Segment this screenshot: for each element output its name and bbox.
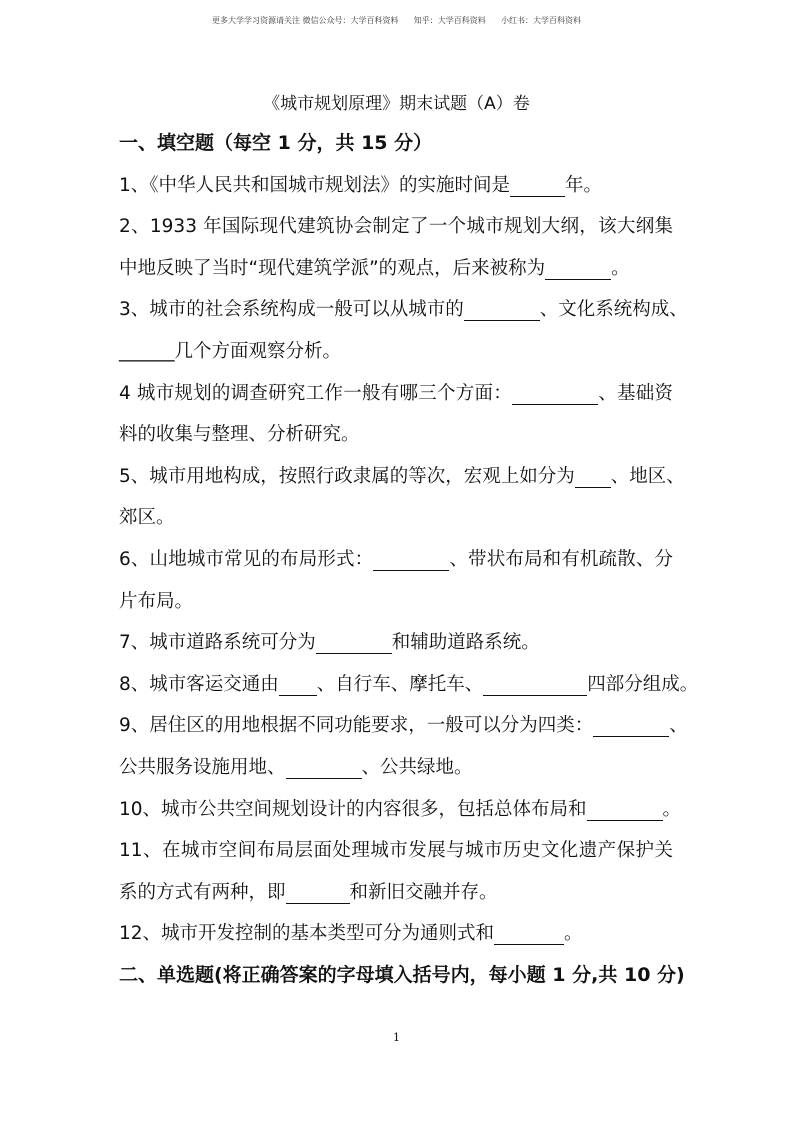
line-text: 和新旧交融并存。 <box>349 881 498 903</box>
line-text: 。 <box>662 798 682 820</box>
question-line <box>119 331 673 373</box>
line-text: 料的收集与整理、分析研究。 <box>119 424 360 446</box>
question-line <box>119 705 688 747</box>
question-line <box>119 539 673 581</box>
line-text: 2、1933 年国际现代建筑协会制定了一个城市规划大纲，该大纲集 <box>119 216 673 238</box>
line-text: 、基础资 <box>597 382 673 404</box>
section-heading <box>119 955 685 997</box>
exam-body <box>119 123 699 996</box>
question-line <box>119 747 673 789</box>
line-text: 二、单选题(将正确答案的字母填入括号内，每小题 1 分,共 10 分) <box>119 963 685 986</box>
line-text: 、地区、 <box>610 465 685 487</box>
line-text: 11、在城市空间布局层面处理城市发展与城市历史文化遗产保护关 <box>119 840 673 862</box>
answer-blank <box>286 883 350 904</box>
question-line <box>119 581 673 623</box>
line-text: 年。 <box>565 174 603 196</box>
answer-blank <box>286 758 362 779</box>
line-text: 9、居住区的用地根据不同功能要求，一般可以分为四类： <box>119 715 594 737</box>
question-line <box>119 664 699 706</box>
answer-blank <box>373 550 449 571</box>
question-line <box>119 373 673 415</box>
answer-blank <box>545 259 611 280</box>
line-text: 6、山地城市常见的布局形式： <box>119 548 374 570</box>
line-text: 7、城市道路系统可分为 <box>119 632 316 654</box>
line-text: 系的方式有两种，即 <box>119 881 286 903</box>
line-text: 12、城市开发控制的基本类型可分为通则式和 <box>119 923 495 945</box>
question-line <box>119 830 673 872</box>
line-text: 一、填空题（每空 1 分，共 15 分） <box>119 132 433 154</box>
line-text: 10、城市公共空间规划设计的内容很多，包括总体布局和 <box>119 798 587 820</box>
question-line <box>119 206 673 248</box>
answer-blank <box>575 467 611 488</box>
answer-blank <box>316 633 392 654</box>
answer-blank <box>512 384 598 405</box>
answer-blank <box>593 716 669 737</box>
line-text: 。 <box>611 257 630 279</box>
question-line <box>119 248 673 290</box>
line-text: 公共服务设施用地、 <box>119 756 286 778</box>
question-line <box>119 289 688 331</box>
answer-blank <box>279 675 317 696</box>
line-text: 四部分组成。 <box>587 673 699 695</box>
line-text: 。 <box>564 923 583 945</box>
line-text: 3、城市的社会系统构成一般可以从城市的 <box>119 299 464 321</box>
line-text: 5、城市用地构成，按照行政隶属的等次，宏观上如分为 <box>119 465 575 487</box>
question-line <box>119 872 673 914</box>
line-text: 、自行车、摩托车、 <box>316 673 484 695</box>
line-text: 、文化系统构成、 <box>539 299 688 321</box>
question-line <box>119 165 673 207</box>
line-text: 郊区。 <box>119 507 175 529</box>
answer-blank <box>464 300 540 321</box>
page-header: 更多大学学习资源请关注 微信公众号：大学百科资料 知乎：大学百科资料 小红书：大学百科资料 <box>211 16 582 25</box>
line-text: 中地反映了当时“现代建筑学派”的观点，后来被称为 <box>119 257 546 279</box>
line-text: 和辅助道路系统。 <box>391 632 540 654</box>
section-heading <box>119 123 673 165</box>
question-line <box>119 789 682 831</box>
exam-title: 《城市规划原理》期末试题（A）卷 <box>263 94 530 114</box>
line-text: 、带状布局和有机疏散、分 <box>449 548 673 570</box>
answer-blank <box>494 924 564 945</box>
question-line <box>119 497 673 539</box>
question-line <box>119 414 673 456</box>
question-line <box>119 913 673 955</box>
line-text: 、 <box>669 715 688 737</box>
question-line <box>119 622 673 664</box>
answer-blank <box>483 675 587 696</box>
line-text: ______几个方面观察分析。 <box>119 340 342 362</box>
answer-blank <box>587 800 663 821</box>
line-text: 4 城市规划的调查研究工作一般有哪三个方面： <box>119 382 512 404</box>
line-text: 片布局。 <box>119 590 194 612</box>
page-number: 1 <box>393 1031 400 1044</box>
line-text: 1、《中华人民共和国城市规划法》的实施时间是 <box>119 174 511 196</box>
question-line <box>119 456 685 498</box>
answer-blank <box>510 176 565 197</box>
line-text: 8、城市客运交通由 <box>119 673 279 695</box>
line-text: 、公共绿地。 <box>361 756 473 778</box>
